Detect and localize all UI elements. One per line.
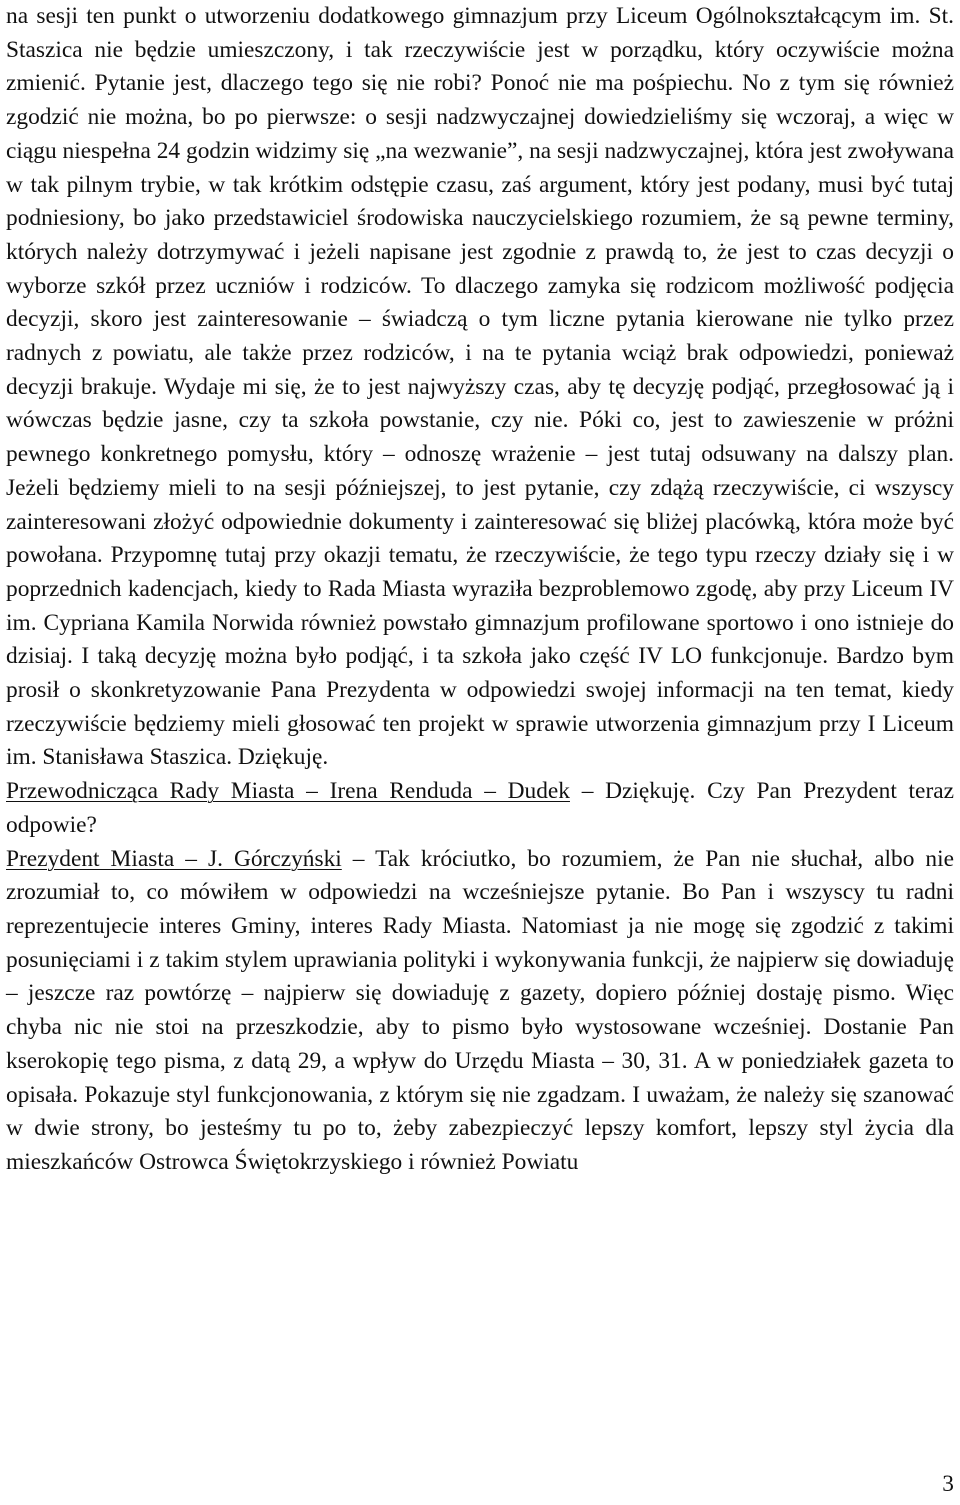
president-statement: – Tak króciutko, bo rozumiem, że Pan nie słuchał, albo nie zrozumiał to, co mówiłem w odpowiedzi na wcześniejsze pytanie. Bo Pan i wszyscy tu radni reprezentujecie interes Gminy, interes Rady Miasta. Natomiast ja nie mogę się zgodzić z takimi posunięciami i z takim stylem uprawiania polityki i wykonywania funkcji, że najpierw się dowiaduję – jeszcze raz powtórzę – najpierw się dowiaduję z gazety, dopiero później dostaję pismo. Więc chyba nic nie stoi na przeszkodzie, aby to pismo było wystosowane wcześniej. Dostanie Pan kserokopię tego pisma, z datą 29, a wpływ do Urzędu Miasta – 30, 31. A w poniedziałek gazeta to opisała. Pokazuje styl funkcjonowania, z którym się nie zgadzam. I uważam, że należy się szanować w dwie strony, bo jesteśmy tu po to, żeby zabezpieczyć lepszy komfort, lepszy styl życia dla mieszkańców Ostrowca Świętokrzyskiego i również Powiatu <box>6 845 955 1175</box>
speaker-chairwoman: Przewodnicząca Rady Miasta – Irena Renduda – Dudek <box>6 778 570 805</box>
paragraph-continuation: na sesji ten punkt o utworzeniu dodatkowego gimnazjum przy Liceum Ogólnokształcącym im. St. Staszica nie będzie umieszczony, i tak rzeczywiście jest w porządku, który oczywiście można zmienić. Pytanie jest, dlaczego tego się nie robi? Ponoć nie ma pośpiechu. No z tym się również zgodzić nie można, bo po pierwsze: o sesji nadzwyczajnej dowiedzieliśmy się wczoraj, a więc w ciągu niespełna 24 godzin widzimy się „na wezwanie”, na sesji nadzwyczajnej, która jest zwoływana w tak pilnym trybie, w tak krótkim odstępie czasu, zaś argument, który jest podany, musi być tutaj podniesiony, bo jako przedstawiciel środowiska nauczycielskiego rozumiem, że są pewne terminy, których należy dotrzymywać i jeżeli napisane jest zgodnie z prawdą to, że jest to czas decyzji o wyborze szkół przez uczniów i rodziców. To dlaczego zamyka się rodzicom możliwość podjęcia decyzji, skoro jest zainteresowanie – świadczą o tym liczne pytania kierowane nie tylko przez radnych z powiatu, ale także przez rodziców, i na te pytania wciąż brak odpowiedzi, ponieważ decyzji brakuje. Wydaje mi się, że to jest najwyższy czas, aby tę decyzję podjąć, przegłosować ją i wówczas będzie jasne, czy ta szkoła powstanie, czy nie. Póki co, jest to zawieszenie w próżni pewnego konkretnego pomysłu, który – odnoszę wrażenie – jest tutaj odsuwany na dalszy plan. Jeżeli będziemy mieli to na sesji późniejszej, to jest pytanie, czy zdążą rzeczywiście, ci wszyscy zainteresowani złożyć odpowiednie dokumenty i zainteresować się bliżej placówką, która może być powołana. Przypomnę tutaj przy okazji tematu, że rzeczywiście, że tego typu rzeczy działy się i w poprzednich kadencjach, kiedy to Rada Miasta wyraziła bezproblemowo zgodę, aby przy Liceum IV im. Cypriana Kamila Norwida również powstało gimnazjum profilowane sportowo i ono istnieje do dzisiaj. I taką decyzję można było podjąć, i ta szkoła jako część IV LO funkcjonuje. Bardzo bym prosił o skonkretyzowanie Pana Prezydenta w odpowiedzi swojej informacji na ten temat, kiedy rzeczywiście będziemy mieli głosować ten projekt w sprawie utworzenia gimnazjum przy I Liceum im. Stanisława Staszica. Dziękuję. <box>6 3 954 771</box>
chairwoman-statement: – Dziękuję. Czy Pan Prezydent teraz odpowie? <box>6 778 954 838</box>
document-page <box>6 0 954 1180</box>
paragraph-chairwoman <box>6 775 954 842</box>
speaker-president: Prezydent Miasta – J. Górczyński <box>6 845 342 872</box>
page-number: 3 <box>942 1471 954 1497</box>
paragraph-president <box>6 843 954 1180</box>
